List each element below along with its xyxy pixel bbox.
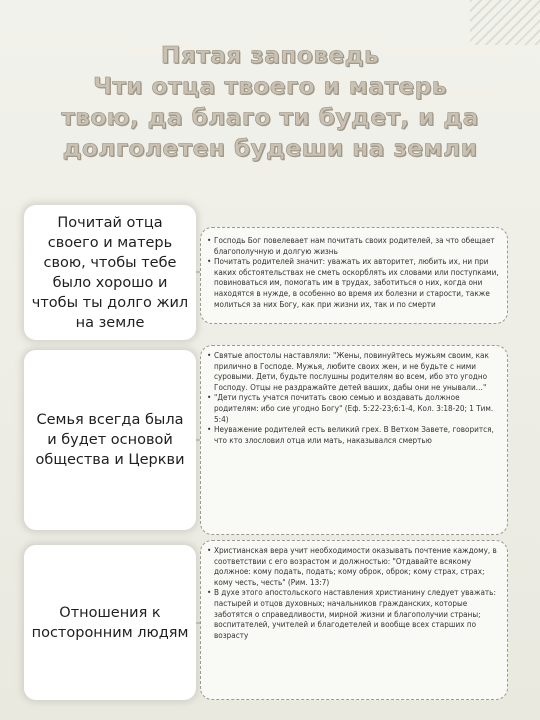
title-line-3: твою, да благо ти будет, и да — [61, 103, 479, 131]
section-parents — [0, 205, 540, 340]
section-points-box — [200, 227, 508, 324]
section-strangers — [0, 540, 540, 700]
section-heading: Почитай отца своего и матерь свою, чтобы тебе было хорошо и чтобы ты долго жил на земле — [31, 214, 189, 331]
section-points-box — [200, 540, 508, 700]
points-list — [207, 235, 501, 309]
section-heading-box — [24, 350, 196, 530]
section-heading-box — [24, 545, 196, 700]
section-heading: Семья всегда была и будет основой общества и Церкви — [35, 412, 185, 468]
list-item: • Христианская вера учит необходимости оказывать почтение каждому, в соответствии с его возрастом и должностью: "Отдавайте всякому должное: кому подать, подать; кому оброк, оброк; кому страх, страх; кому честь, честь" (Рим. 13:7) — [207, 545, 501, 587]
corner-decoration — [470, 0, 540, 45]
title-line-2: Чти отца твоего и матерь — [93, 72, 447, 100]
section-heading: Отношения к посторонним людям — [31, 604, 189, 641]
points-list — [207, 350, 501, 445]
section-heading-box — [24, 205, 196, 340]
title-line-1: Пятая заповедь — [160, 41, 380, 69]
list-item: • Почитать родителей значит: уважать их авторитет, любить их, ни при каких обстоятельствах не сметь оскорблять их словами или поступками, повиноваться им, помогать им в трудах, заботиться о них, когда они находятся в нужде, в особенно во время их болезни и старости, также молиться за них Богу, как при жизни их, так и по смерти — [207, 256, 501, 309]
list-item: • Неуважение родителей есть великий грех. В Ветхом Завете, говорится, что кто злословил отца или мать, наказывался смертью — [207, 424, 501, 445]
points-list — [207, 545, 501, 640]
slide-title — [0, 40, 540, 164]
list-item: • В духе этого апостольского наставления христианину следует уважать: пастырей и отцов духовных; начальников гражданских, которые заботятся о справедливости, мирной жизни и благополучии страны; воспитателей, учителей и благодетелей и вообще всех старших по возрасту — [207, 587, 501, 640]
list-item: • Господь Бог повелевает нам почитать своих родителей, за что обещает благополучную и долгую жизнь — [207, 235, 501, 256]
section-family — [0, 345, 540, 535]
list-item: • Святые апостолы наставляли: "Жены, повинуйтесь мужьям своим, как прилично в Господе. Мужья, любите своих жен, и не будьте с ними суровыми. Дети, будьте послушны родителям во всем, ибо это угодно Господу. Отцы не раздражайте детей ваших, дабы они не унывали…" — [207, 350, 501, 392]
section-points-box — [200, 345, 508, 535]
list-item: • "Дети пусть учатся почитать свою семью и воздавать должное родителям: ибо сие угодно Богу" (Еф. 5:22-23;6:1-4, Кол. 3:18-20; 1 Тим. 5:4) — [207, 392, 501, 424]
title-line-4: долголетен будеши на земли — [62, 134, 478, 162]
